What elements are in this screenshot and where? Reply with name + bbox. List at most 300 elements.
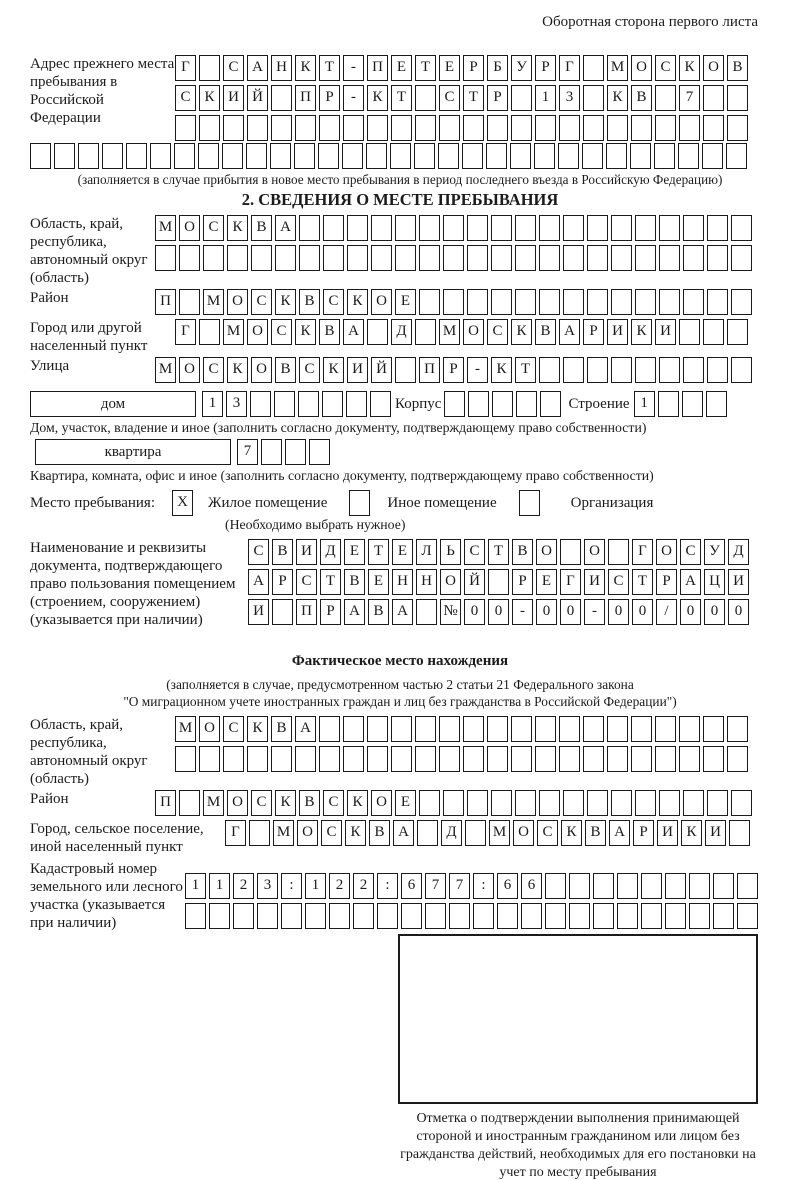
char-cell	[102, 143, 123, 169]
char-cell	[540, 391, 561, 417]
char-cell: Т	[368, 539, 389, 565]
document-label: Наименование и реквизиты документа, подтверждающего право пользования помещением (строением, сооружением) (указывается при наличии)	[30, 540, 236, 628]
char-cell: М	[155, 357, 176, 383]
char-cell: 0	[704, 599, 725, 625]
char-cell: И	[584, 569, 605, 595]
char-cell: 6	[497, 873, 518, 899]
char-cell: 0	[488, 599, 509, 625]
actual-region-row-1	[175, 716, 751, 742]
region-label: Область, край, республика, автономный округ (область)	[30, 216, 148, 286]
char-cell: Й	[464, 569, 485, 595]
char-cell	[559, 746, 580, 772]
char-cell	[488, 569, 509, 595]
char-cell	[443, 289, 464, 315]
char-cell: П	[419, 357, 440, 383]
char-cell: Д	[391, 319, 412, 345]
char-cell: С	[487, 319, 508, 345]
char-cell: 0	[632, 599, 653, 625]
char-cell: А	[392, 599, 413, 625]
char-cell: Т	[415, 55, 436, 81]
char-cell: В	[512, 539, 533, 565]
char-cell	[487, 746, 508, 772]
char-cell	[606, 143, 627, 169]
char-cell: К	[275, 790, 296, 816]
char-cell: М	[203, 289, 224, 315]
char-cell: 3	[257, 873, 278, 899]
cadastral-label: Кадастровый номер земельного или лесного участка (указывается при наличии)	[30, 861, 183, 931]
char-cell: Е	[439, 55, 460, 81]
char-cell: М	[273, 820, 294, 846]
char-cell: А	[559, 319, 580, 345]
char-cell: С	[464, 539, 485, 565]
page-header: Оборотная сторона первого листа	[542, 14, 758, 30]
apartment-note: Квартира, комната, офис и иное (заполнить согласно документу, подтверждающему право собственности)	[30, 468, 654, 483]
char-cell	[473, 903, 494, 929]
char-cell	[415, 115, 436, 141]
char-cell: Е	[344, 539, 365, 565]
char-cell	[203, 245, 224, 271]
char-cell	[391, 716, 412, 742]
char-cell: О	[251, 357, 272, 383]
street-label: Улица	[30, 358, 70, 374]
char-cell	[659, 790, 680, 816]
char-cell	[491, 215, 512, 241]
char-cell: П	[155, 790, 176, 816]
char-cell: :	[473, 873, 494, 899]
char-cell	[185, 903, 206, 929]
char-cell	[563, 289, 584, 315]
char-cell: 0	[608, 599, 629, 625]
char-cell	[449, 903, 470, 929]
char-cell	[463, 746, 484, 772]
char-cell: К	[247, 716, 268, 742]
char-cell	[737, 903, 758, 929]
char-cell: К	[199, 85, 220, 111]
char-cell	[563, 245, 584, 271]
char-cell	[631, 746, 652, 772]
char-cell: С	[321, 820, 342, 846]
char-cell	[468, 391, 489, 417]
char-cell	[703, 319, 724, 345]
char-cell: М	[439, 319, 460, 345]
document-rows	[248, 539, 752, 625]
char-cell: С	[323, 790, 344, 816]
char-cell: И	[657, 820, 678, 846]
char-cell	[587, 245, 608, 271]
char-cell: О	[463, 319, 484, 345]
char-cell	[347, 245, 368, 271]
choose-note: (Необходимо выбрать нужное)	[225, 517, 406, 532]
char-cell	[285, 439, 306, 465]
char-cell	[587, 790, 608, 816]
char-cell	[587, 289, 608, 315]
char-cell: Р	[535, 55, 556, 81]
option-other-premises-label: Иное помещение	[387, 495, 497, 511]
char-cell: П	[155, 289, 176, 315]
char-cell	[737, 873, 758, 899]
char-cell	[631, 716, 652, 742]
char-cell: №	[440, 599, 461, 625]
char-cell	[391, 746, 412, 772]
char-cell	[401, 903, 422, 929]
char-cell: С	[608, 569, 629, 595]
char-cell	[223, 115, 244, 141]
char-cell: К	[295, 55, 316, 81]
char-cell	[583, 716, 604, 742]
char-cell	[607, 115, 628, 141]
char-cell	[367, 716, 388, 742]
char-cell: С	[251, 790, 272, 816]
previous-address-block	[30, 55, 770, 141]
char-cell: С	[439, 85, 460, 111]
char-cell	[272, 599, 293, 625]
char-cell	[233, 903, 254, 929]
char-cell: Т	[463, 85, 484, 111]
char-cell	[511, 716, 532, 742]
actual-city-block	[30, 820, 770, 856]
apartment-row	[30, 439, 770, 465]
char-cell: О	[513, 820, 534, 846]
char-cell: 1	[535, 85, 556, 111]
char-cell	[371, 245, 392, 271]
char-cell	[658, 391, 679, 417]
previous-address-row-3	[175, 115, 751, 141]
char-cell: Е	[395, 289, 416, 315]
char-cell	[608, 539, 629, 565]
char-cell: М	[223, 319, 244, 345]
char-cell	[569, 903, 590, 929]
char-cell: Ь	[440, 539, 461, 565]
char-cell	[659, 289, 680, 315]
char-cell	[703, 85, 724, 111]
actual-location-note-line1: (заполняется в случае, предусмотренном частью 2 статьи 21 Федерального закона	[166, 677, 634, 692]
char-cell	[198, 143, 219, 169]
char-cell: 0	[728, 599, 749, 625]
char-cell: Т	[632, 569, 653, 595]
char-cell: С	[296, 569, 317, 595]
stay-type-row	[30, 490, 770, 516]
cadastral-row-1	[185, 873, 761, 899]
char-cell: Й	[371, 357, 392, 383]
char-cell	[679, 115, 700, 141]
char-cell	[655, 716, 676, 742]
char-cell: К	[631, 319, 652, 345]
char-cell	[491, 790, 512, 816]
char-cell: М	[607, 55, 628, 81]
char-cell: В	[251, 215, 272, 241]
char-cell	[179, 289, 200, 315]
char-cell: А	[275, 215, 296, 241]
char-cell	[319, 746, 340, 772]
char-cell: -	[343, 55, 364, 81]
char-cell: Г	[559, 55, 580, 81]
char-cell	[261, 439, 282, 465]
street-row	[155, 357, 755, 383]
char-cell	[467, 215, 488, 241]
char-cell	[251, 245, 272, 271]
char-cell	[679, 716, 700, 742]
char-cell	[463, 716, 484, 742]
char-cell	[346, 391, 367, 417]
char-cell: Т	[319, 55, 340, 81]
char-cell	[689, 873, 710, 899]
char-cell: :	[281, 873, 302, 899]
previous-address-note: (заполняется в случае прибытия в новое место пребывания в период последнего въезда в Российскую Федерацию)	[77, 172, 723, 187]
char-cell: Н	[271, 55, 292, 81]
char-cell: С	[223, 716, 244, 742]
confirmation-mark-caption: Отметка о подтверждении выполнения принимающей стороной и иностранным гражданином или лицом без гражданства действий, необходимых для его постановки на учет по месту пребывания	[400, 1111, 756, 1180]
char-cell	[703, 746, 724, 772]
char-cell	[353, 903, 374, 929]
char-cell: О	[227, 790, 248, 816]
char-cell	[607, 746, 628, 772]
char-cell	[678, 143, 699, 169]
char-cell: О	[227, 289, 248, 315]
apartment-cells	[237, 439, 333, 465]
char-cell: 3	[559, 85, 580, 111]
char-cell	[294, 143, 315, 169]
house-note: Дом, участок, владение и иное (заполнить согласно документу, подтверждающему право собственности)	[30, 420, 647, 435]
char-cell: К	[679, 55, 700, 81]
char-cell: В	[369, 820, 390, 846]
char-cell	[463, 115, 484, 141]
char-cell: Р	[583, 319, 604, 345]
char-cell: А	[247, 55, 268, 81]
char-cell	[465, 820, 486, 846]
char-cell	[222, 143, 243, 169]
char-cell: И	[248, 599, 269, 625]
char-cell	[713, 903, 734, 929]
char-cell: Н	[392, 569, 413, 595]
region-rows	[155, 215, 755, 271]
char-cell	[511, 115, 532, 141]
char-cell: 0	[680, 599, 701, 625]
char-cell: О	[440, 569, 461, 595]
char-cell	[659, 215, 680, 241]
char-cell	[371, 215, 392, 241]
char-cell	[419, 245, 440, 271]
char-cell	[583, 55, 604, 81]
char-cell: Е	[536, 569, 557, 595]
char-cell	[729, 820, 750, 846]
char-cell	[443, 790, 464, 816]
char-cell	[271, 746, 292, 772]
confirmation-mark-box	[398, 934, 758, 1104]
char-cell	[707, 289, 728, 315]
char-cell	[416, 599, 437, 625]
char-cell	[587, 215, 608, 241]
char-cell	[343, 716, 364, 742]
char-cell	[199, 115, 220, 141]
char-cell	[367, 115, 388, 141]
house-row	[30, 391, 770, 417]
char-cell: И	[347, 357, 368, 383]
char-cell	[593, 903, 614, 929]
char-cell	[535, 716, 556, 742]
char-cell: К	[561, 820, 582, 846]
char-cell: С	[175, 85, 196, 111]
char-cell: А	[343, 319, 364, 345]
char-cell	[654, 143, 675, 169]
korpus-label: Корпус	[395, 396, 442, 412]
char-cell: Г	[175, 55, 196, 81]
char-cell	[727, 319, 748, 345]
char-cell	[246, 143, 267, 169]
char-cell: -	[512, 599, 533, 625]
char-cell: 3	[226, 391, 247, 417]
char-cell: М	[155, 215, 176, 241]
char-cell	[295, 115, 316, 141]
previous-address-label: Адрес прежнего места пребывания в Российской Федерации	[30, 56, 175, 126]
char-cell: А	[680, 569, 701, 595]
char-cell: В	[299, 790, 320, 816]
char-cell	[199, 319, 220, 345]
char-cell	[491, 245, 512, 271]
char-cell: К	[607, 85, 628, 111]
char-cell: И	[705, 820, 726, 846]
char-cell	[318, 143, 339, 169]
char-cell	[545, 903, 566, 929]
char-cell	[635, 790, 656, 816]
char-cell	[366, 143, 387, 169]
char-cell: -	[584, 599, 605, 625]
char-cell	[419, 289, 440, 315]
char-cell	[319, 115, 340, 141]
char-cell	[443, 245, 464, 271]
char-cell	[486, 143, 507, 169]
char-cell	[683, 289, 704, 315]
char-cell	[515, 245, 536, 271]
char-cell	[582, 143, 603, 169]
actual-region-rows	[175, 716, 751, 772]
cadastral-rows	[185, 860, 761, 929]
char-cell	[329, 903, 350, 929]
char-cell	[444, 391, 465, 417]
char-cell: И	[607, 319, 628, 345]
char-cell	[611, 357, 632, 383]
char-cell: Т	[515, 357, 536, 383]
char-cell	[539, 215, 560, 241]
char-cell	[174, 143, 195, 169]
char-cell	[367, 319, 388, 345]
char-cell: С	[299, 357, 320, 383]
region-block	[30, 215, 770, 287]
char-cell	[659, 357, 680, 383]
char-cell	[390, 143, 411, 169]
char-cell	[487, 115, 508, 141]
char-cell: У	[704, 539, 725, 565]
char-cell	[515, 289, 536, 315]
char-cell: К	[323, 357, 344, 383]
char-cell	[419, 215, 440, 241]
char-cell	[683, 357, 704, 383]
char-cell	[367, 746, 388, 772]
char-cell: В	[585, 820, 606, 846]
char-cell: В	[275, 357, 296, 383]
char-cell: :	[377, 873, 398, 899]
char-cell: К	[511, 319, 532, 345]
char-cell	[593, 873, 614, 899]
char-cell	[726, 143, 747, 169]
char-cell	[299, 245, 320, 271]
char-cell	[617, 903, 638, 929]
char-cell	[257, 903, 278, 929]
char-cell: К	[347, 289, 368, 315]
city-row	[175, 319, 751, 345]
char-cell: Ц	[704, 569, 725, 595]
previous-address-row-2	[175, 85, 751, 111]
char-cell	[223, 746, 244, 772]
char-cell: К	[491, 357, 512, 383]
char-cell: В	[344, 569, 365, 595]
char-cell	[395, 245, 416, 271]
char-cell	[727, 85, 748, 111]
char-cell	[539, 245, 560, 271]
char-cell: Н	[416, 569, 437, 595]
char-cell	[343, 115, 364, 141]
char-cell: О	[656, 539, 677, 565]
char-cell	[323, 215, 344, 241]
char-cell	[415, 85, 436, 111]
char-cell	[706, 391, 727, 417]
actual-region-label: Область, край, республика, автономный округ (область)	[30, 717, 148, 787]
char-cell: 2	[353, 873, 374, 899]
char-cell	[631, 115, 652, 141]
char-cell: 0	[464, 599, 485, 625]
char-cell	[641, 873, 662, 899]
document-row-2	[248, 569, 752, 595]
char-cell	[438, 143, 459, 169]
char-cell	[467, 245, 488, 271]
char-cell	[467, 289, 488, 315]
char-cell: Т	[320, 569, 341, 595]
char-cell	[611, 245, 632, 271]
actual-city-row	[225, 820, 753, 846]
char-cell: К	[227, 357, 248, 383]
char-cell	[515, 215, 536, 241]
char-cell	[731, 215, 752, 241]
char-cell: О	[536, 539, 557, 565]
char-cell	[415, 716, 436, 742]
char-cell	[521, 903, 542, 929]
char-cell	[707, 245, 728, 271]
char-cell	[534, 143, 555, 169]
char-cell: 6	[521, 873, 542, 899]
char-cell: Р	[272, 569, 293, 595]
option-organization-label: Организация	[570, 495, 654, 511]
street-block	[30, 357, 770, 383]
actual-region-block	[30, 716, 770, 788]
char-cell	[395, 215, 416, 241]
char-cell: К	[275, 289, 296, 315]
char-cell	[467, 790, 488, 816]
char-cell: К	[681, 820, 702, 846]
char-cell	[683, 790, 704, 816]
char-cell	[155, 245, 176, 271]
char-cell	[617, 873, 638, 899]
char-cell	[731, 357, 752, 383]
char-cell: В	[271, 716, 292, 742]
char-cell: Г	[175, 319, 196, 345]
char-cell: О	[371, 289, 392, 315]
char-cell	[487, 716, 508, 742]
char-cell: С	[223, 55, 244, 81]
char-cell	[707, 790, 728, 816]
char-cell: Р	[487, 85, 508, 111]
house-number-cells	[202, 391, 394, 417]
char-cell: С	[271, 319, 292, 345]
stay-type-label: Место пребывания:	[30, 495, 155, 511]
